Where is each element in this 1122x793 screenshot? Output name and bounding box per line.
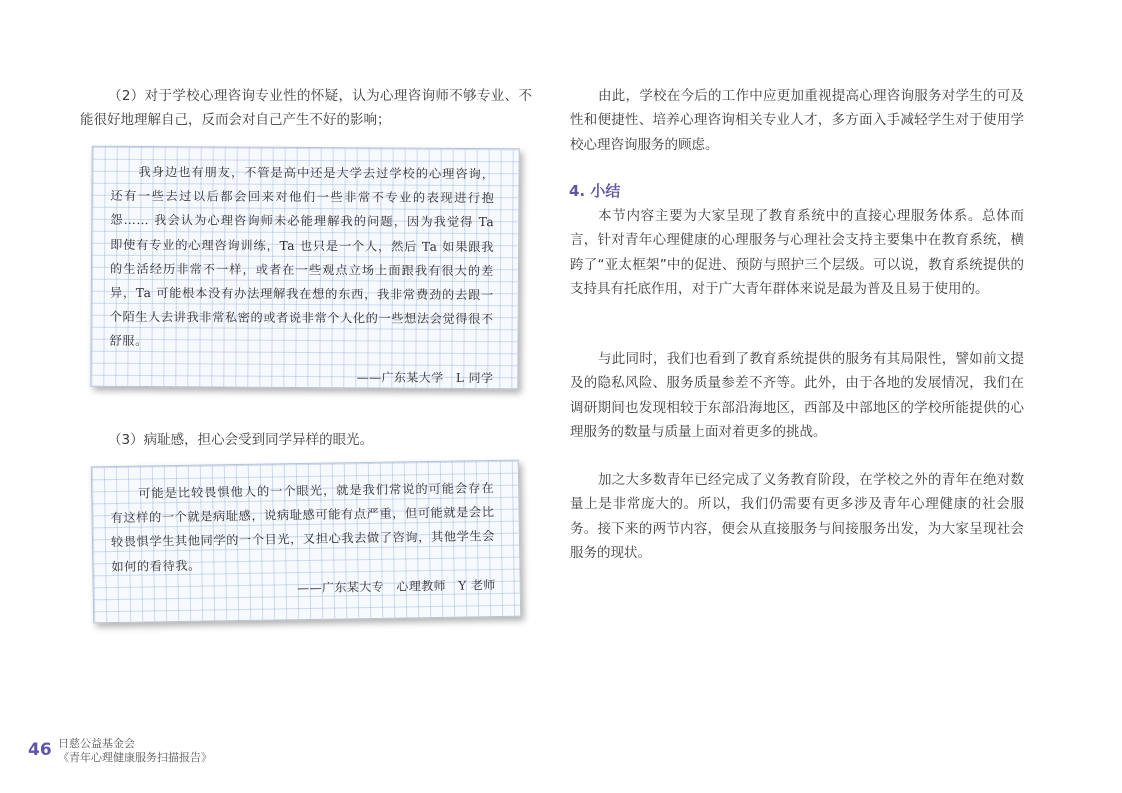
footer-organization: 日慈公益基金会 xyxy=(58,737,135,750)
quote-student-signature: ——广东某大学 L 同学 xyxy=(356,369,494,385)
quote-card-teacher xyxy=(91,460,521,624)
summary-paragraph-2: 与此同时，我们也看到了教育系统提供的服务有其局限性，譬如前文提及的隐私风险、服务质量参差不齐等。此外，由于各地的发展情况，我们在调研期间也发现相较于东部沿海地区，西部及中部地区的学校所能提供的心理服务的数量与质量上面对着更多的挑战。 xyxy=(570,351,1024,441)
quote-teacher-signature: ——广东某大专 心理教师 Y 老师 xyxy=(297,577,496,595)
page-number: 46 xyxy=(28,740,52,760)
section-heading-summary: 4. 小结 xyxy=(569,182,621,200)
summary-paragraph-3: 加之大多数青年已经完成了义务教育阶段，在学校之外的青年在绝对数量上是非常庞大的。所以，我们仍需要有更多涉及青年心理健康的社会服务。接下来的两节内容，便会从直接服务与间接服务出发，为大家呈现社会服务的现状。 xyxy=(570,472,1024,562)
intro-paragraph: 由此，学校在今后的工作中应更加重视提高心理咨询服务对学生的可及性和便捷性、培养心理咨询相关专业人才，多方面入手减轻学生对于使用学校心理咨询服务的顾虑。 xyxy=(570,88,1024,153)
quote-teacher-text: 可能是比较畏惧他人的一个眼光，就是我们常说的可能会存在有这样的一个就是病耻感，说病耻感可能有点严重，但可能就是会比较畏惧学生其他同学的一个目光，又担心我去做了咨询，其他学生会如何的看待我。 xyxy=(110,481,496,574)
point-2-privacy-doubt: （2）对于学校心理咨询专业性的怀疑，认为心理咨询师不够专业、不能很好地理解自己，反而会对自己产生不好的影响； xyxy=(80,88,532,129)
footer-source xyxy=(58,737,212,765)
point-3-stigma: （3）病耻感，担心会受到同学异样的眼光。 xyxy=(108,432,374,448)
quote-card-student xyxy=(90,146,519,390)
summary-paragraph-1: 本节内容主要为大家呈现了教育系统中的直接心理服务体系。总体而言，针对青年心理健康的心理服务与心理社会支持主要集中在教育系统，横跨了“亚太框架”中的促进、预防与照护三个层级。可以说，教育系统提供的支持具有托底作用，对于广大青年群体来说是最为普及且易于使用的。 xyxy=(570,208,1024,298)
footer-report-title: 《青年心理健康服务扫描报告》 xyxy=(58,751,212,764)
quote-student-text: 我身边也有朋友，不管是高中还是大学去过学校的心理咨询，还有一些去过以后都会回来对他们一些非常不专业的表现进行抱怨…… 我会认为心理咨询师未必能理解我的问题，因为我觉得 Ta 即使有专业的心理咨询训练，Ta 也只是一个人，然后 Ta 如果跟我的生活经历非常不一样，或者在一些观点立场上面跟我有很大的差异，Ta 可能根本没有办法理解我在想的东西，我非常费劲的去跟一个陌生人去讲我非常私密的或者说非常个人化的一些想法会觉得很不舒服。 xyxy=(109,164,495,349)
